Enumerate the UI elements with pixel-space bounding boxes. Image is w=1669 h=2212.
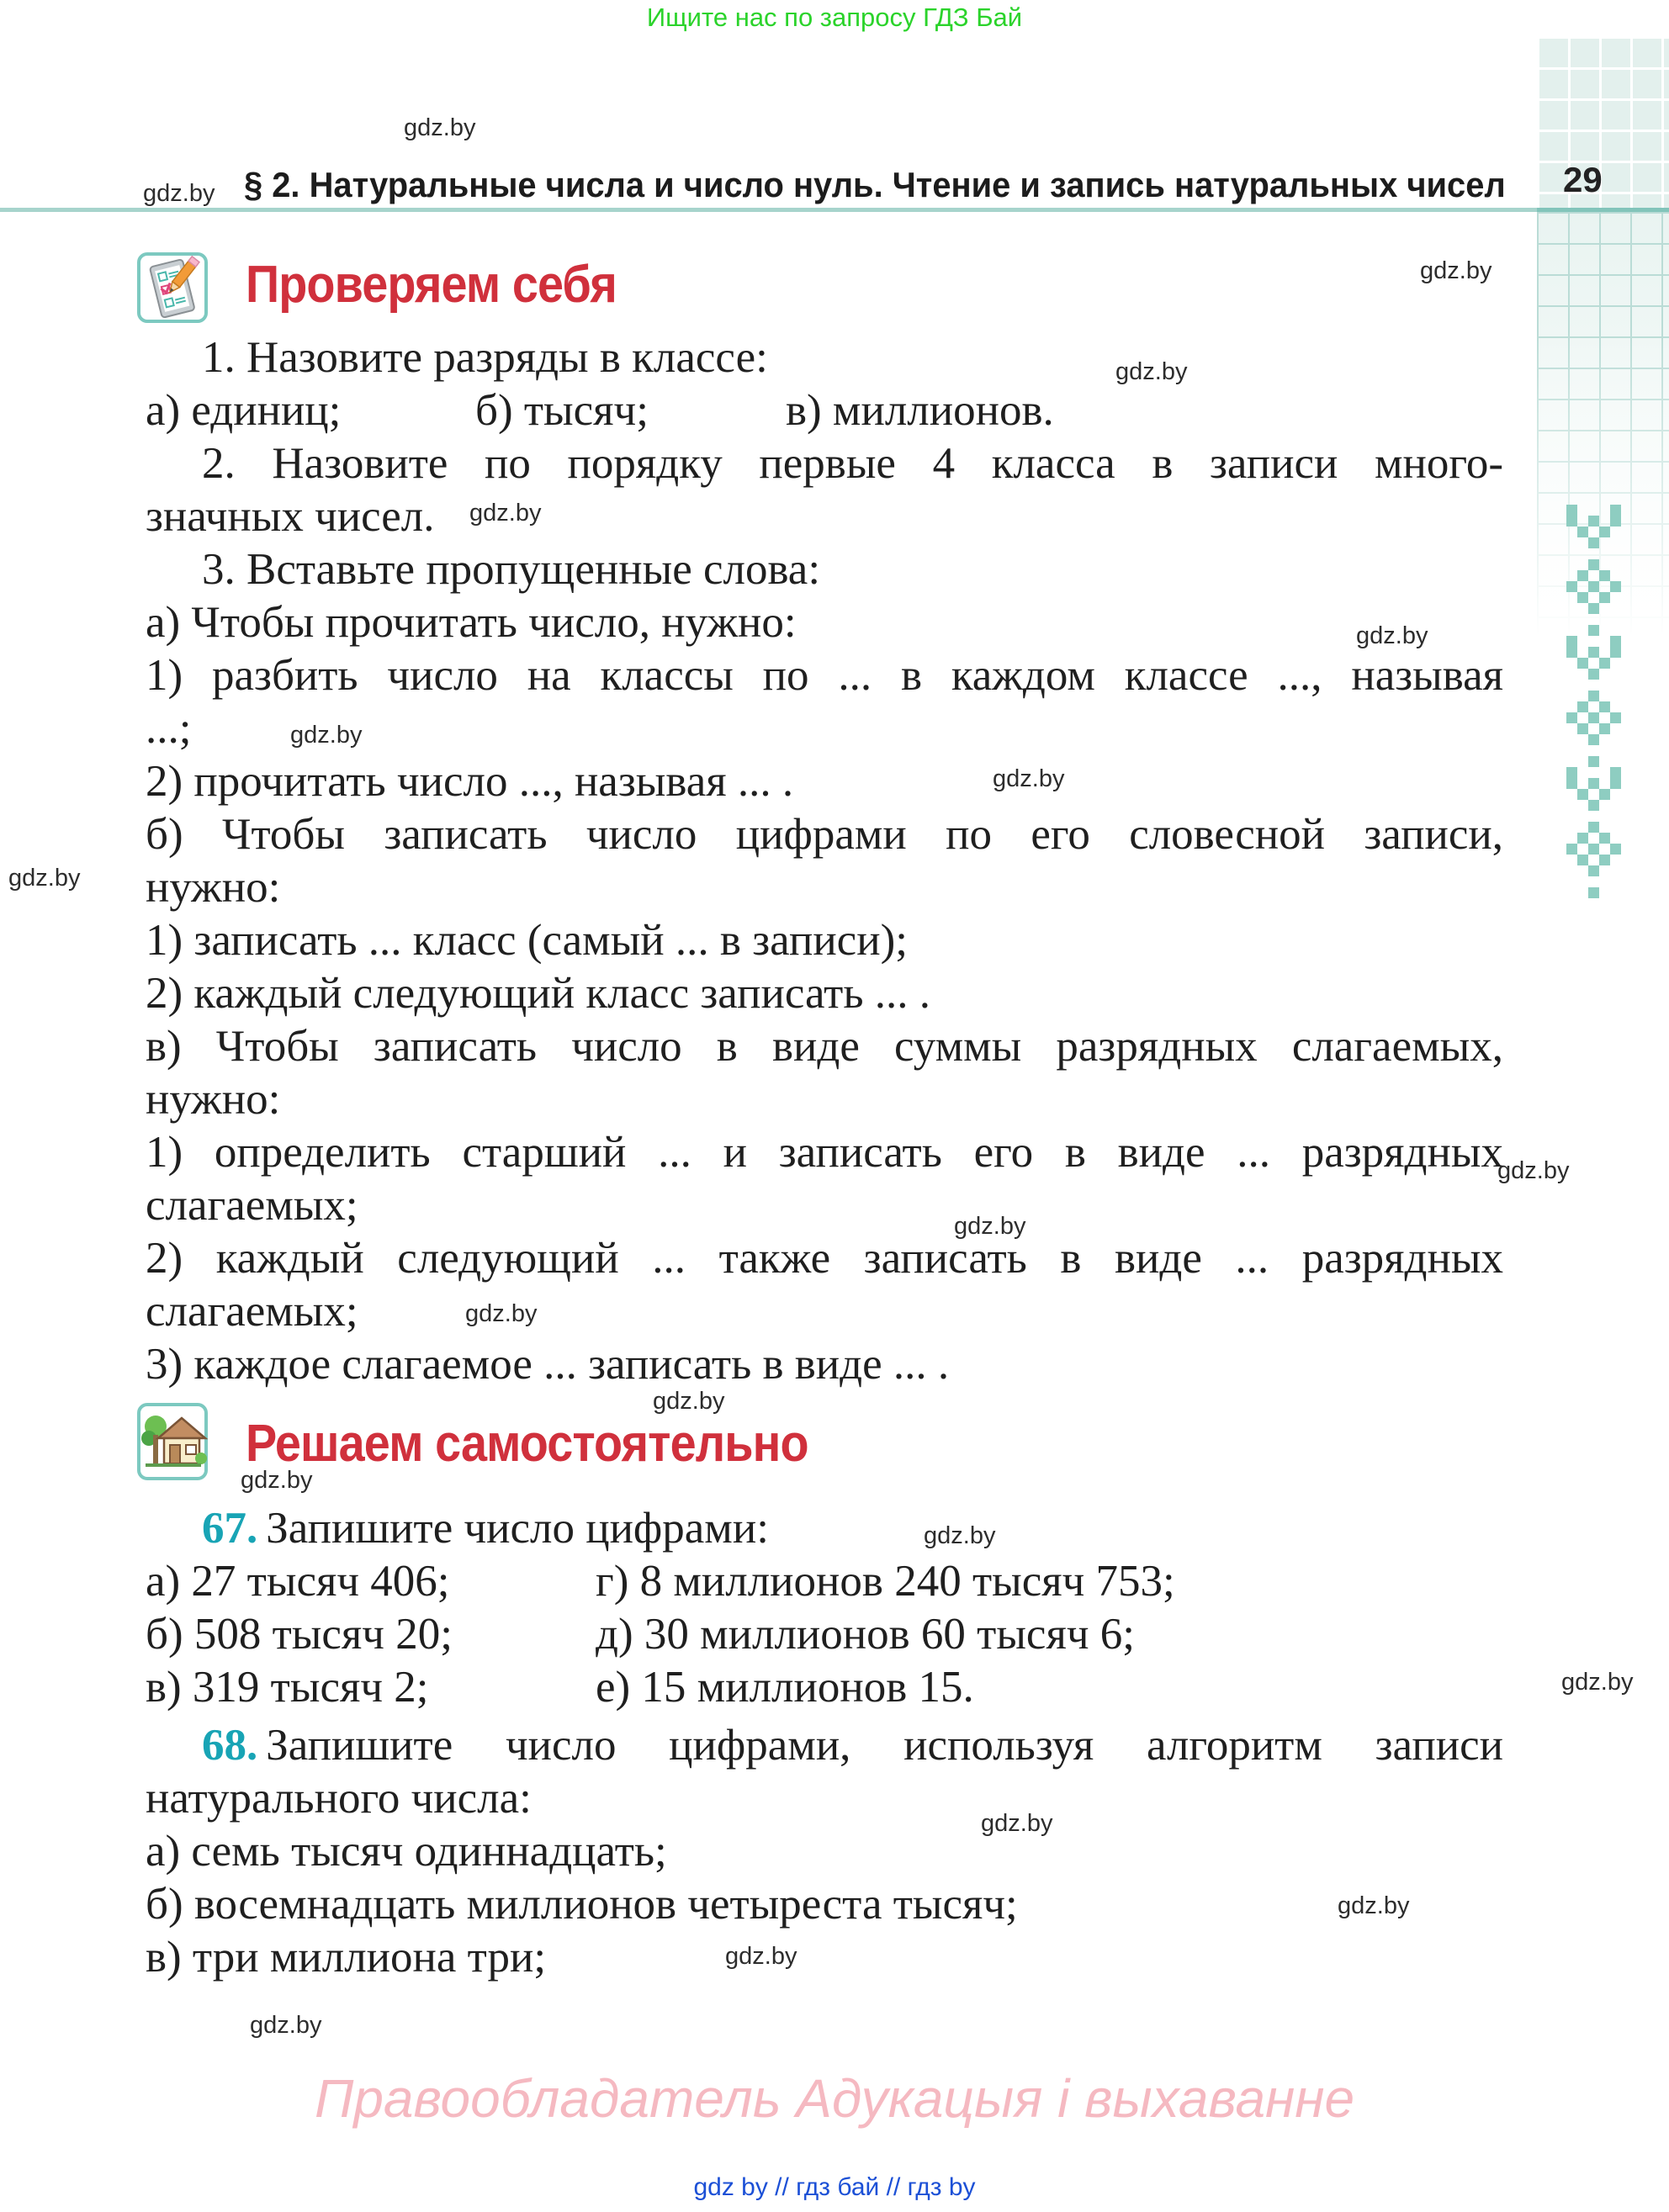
gdz-watermark: gdz.by xyxy=(241,1467,313,1494)
text-line: 1) записать ... класс (самый ... в записи); xyxy=(146,916,908,965)
text-line: ...; xyxy=(146,704,192,753)
gdz-watermark: gdz.by xyxy=(1356,622,1428,649)
text-line: нужно: xyxy=(146,863,281,912)
gdz-watermark: gdz.by xyxy=(469,500,542,527)
footer-links-text: gdz by // гдз бай // гдз by xyxy=(693,2173,976,2201)
text-line xyxy=(146,384,1503,437)
gdz-watermark: gdz.by xyxy=(1497,1157,1570,1184)
gdz-watermark: gdz.by xyxy=(993,765,1065,792)
text-line: 67. Запишите число цифрами: xyxy=(202,1504,769,1553)
section-heading-solve: Решаем самостоятельно xyxy=(246,1415,808,1473)
text-line: 68. Запишите число цифрами, используя алгоритм записи xyxy=(202,1721,1503,1770)
gdz-watermark: gdz.by xyxy=(1338,1892,1410,1919)
text-line: слагаемых; xyxy=(146,1181,358,1230)
header-divider xyxy=(0,208,1669,212)
gdz-watermark: gdz.by xyxy=(250,2012,322,2039)
gdz-watermark: gdz.by xyxy=(924,1522,996,1549)
list-item: а) 27 тысяч 406; xyxy=(146,1557,450,1606)
section-heading-check: Проверяем себя xyxy=(246,256,617,314)
promo-banner-text: Ищите нас по запросу ГДЗ Бай xyxy=(646,3,1023,32)
text-line: 2) каждый следующий класс записать ... . xyxy=(146,969,930,1018)
checklist-pencil-icon xyxy=(137,252,208,323)
text-line: натурального числа: xyxy=(146,1774,532,1823)
gdz-watermark: gdz.by xyxy=(725,1943,797,1970)
text-line: 2) каждый следующий ... также записать в виде ... разрядных xyxy=(146,1234,1503,1283)
gdz-watermark: gdz.by xyxy=(465,1300,538,1327)
house-trees-icon xyxy=(137,1403,208,1480)
text-line: в) Чтобы записать число в виде суммы разрядных слагаемых, xyxy=(146,1022,1503,1071)
copyright-text: Правообладатель Адукацыя і выхаванне xyxy=(314,2068,1355,2129)
problem-number: 68. xyxy=(202,1721,258,1770)
gdz-watermark: gdz.by xyxy=(981,1810,1053,1837)
text-line: а) семь тысяч одиннадцать; xyxy=(146,1827,667,1876)
gdz-watermark: gdz.by xyxy=(653,1388,725,1415)
gdz-watermark: gdz.by xyxy=(1420,257,1492,284)
text-line xyxy=(146,1608,1503,1661)
gdz-watermark: gdz.by xyxy=(290,722,363,749)
header-divider-sidebar xyxy=(1537,208,1669,212)
solve-section-body xyxy=(146,1502,1503,1984)
page-title: § 2. Натуральные числа и число нуль. Чтение и запись натуральных чисел xyxy=(244,165,1506,204)
text-line: слагаемых; xyxy=(146,1287,358,1336)
text-line: в) три миллиона три; xyxy=(146,1933,547,1982)
text-line: 1) определить старший ... и записать его в виде ... разрядных xyxy=(146,1128,1503,1177)
text-line: а) Чтобы прочитать число, нужно: xyxy=(146,598,797,647)
text-line: 2) прочитать число ..., называя ... . xyxy=(146,757,794,806)
text-line: нужно: xyxy=(146,1075,281,1124)
text-line xyxy=(146,1661,1503,1714)
text-line xyxy=(146,1555,1503,1608)
list-item: б) 508 тысяч 20; xyxy=(146,1610,453,1659)
gdz-watermark: gdz.by xyxy=(1561,1669,1634,1696)
text-line: 3) каждое слагаемое ... записать в виде ... . xyxy=(146,1340,950,1389)
sidebar-grid-top xyxy=(1537,36,1669,208)
page-number: 29 xyxy=(1563,160,1603,199)
text-line: б) Чтобы записать число цифрами по его словесной записи, xyxy=(146,810,1503,859)
text-line: б) восемнадцать миллионов четыреста тысяч; xyxy=(146,1880,1018,1929)
folk-ornament-strip xyxy=(1566,505,1621,900)
list-item: а) единиц; xyxy=(146,386,342,435)
list-item: д) 30 миллионов 60 тысяч 6; xyxy=(596,1610,1135,1659)
list-item: в) 319 тысяч 2; xyxy=(146,1663,429,1712)
gdz-watermark: gdz.by xyxy=(954,1213,1026,1240)
list-item: г) 8 миллионов 240 тысяч 753; xyxy=(596,1557,1175,1606)
list-item: в) миллионов. xyxy=(786,386,1054,435)
text-line: 3. Вставьте пропущенные слова: xyxy=(202,545,821,594)
list-item: б) тысяч; xyxy=(475,386,649,435)
check-section-body xyxy=(146,331,1503,1391)
gdz-watermark: gdz.by xyxy=(404,114,476,141)
text-line: 1. Назовите разряды в классе: xyxy=(202,333,768,382)
gdz-watermark: gdz.by xyxy=(8,865,81,892)
text-line: значных чисел. xyxy=(146,492,435,541)
gdz-watermark: gdz.by xyxy=(1115,358,1188,385)
text-line: 1) разбить число на классы по ... в каждом классе ..., называя xyxy=(146,651,1503,700)
gdz-watermark: gdz.by xyxy=(143,180,215,207)
list-item: е) 15 миллионов 15. xyxy=(596,1663,974,1712)
text-line: 2. Назовите по порядку первые 4 класса в записи много- xyxy=(202,439,1503,488)
problem-number: 67. xyxy=(202,1504,258,1553)
